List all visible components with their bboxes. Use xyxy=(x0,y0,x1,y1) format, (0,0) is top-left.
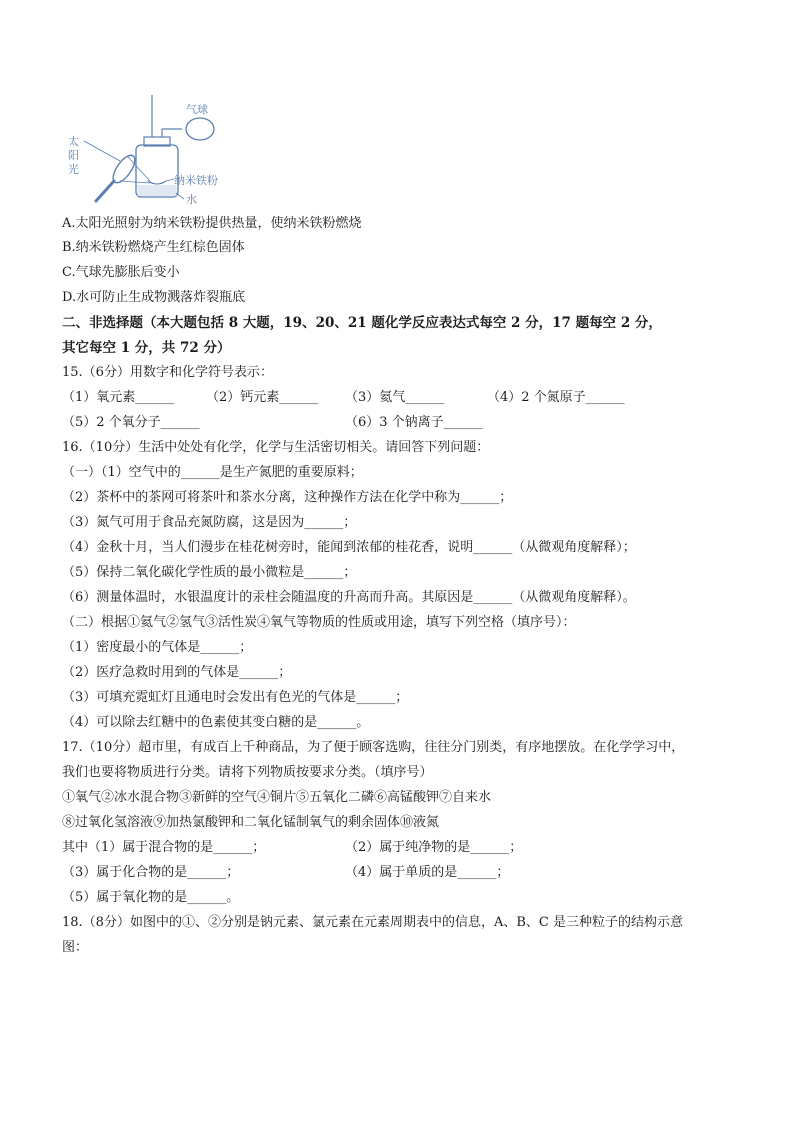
q18-stem-line2: 图： xyxy=(62,940,89,955)
q16-line11: （4）可以除去红糖中的色素使其变白糖的是______。 xyxy=(62,715,370,730)
q16-line4: （4）金秋十月，当人们漫步在桂花树旁时，能闻到浓郁的桂花香，说明______（从微观角度解释）； xyxy=(62,540,636,555)
q15-stem: 15.（6分）用数字和化学符号表示： xyxy=(62,365,273,380)
q16-line8: （1）密度最小的气体是______； xyxy=(62,640,253,655)
q16-line6: （6）测量体温时，水银温度计的汞柱会随温度的升高而升高。其原因是______（从微观角度解释）。 xyxy=(62,590,636,605)
q15-part5: （5）2 个氧分子______ xyxy=(62,415,200,430)
option-a: A.太阳光照射为纳米铁粉提供热量，使纳米铁粉燃烧 xyxy=(62,216,362,231)
q16-line7: （二）根据①氦气②氢气③活性炭④氧气等物质的性质或用途，填写下列空格（填序号）： xyxy=(62,615,576,630)
q15-part2: （2）钙元素______ xyxy=(206,390,319,405)
q17-part1: 其中（1）属于混合物的是______； xyxy=(62,840,266,855)
balloon-label: 气球 xyxy=(186,103,208,116)
experiment-figure xyxy=(62,95,232,210)
q17-substance-list1: ①氧气②冰水混合物③新鲜的空气④铜片⑤五氧化二磷⑥高锰酸钾⑦自来水 xyxy=(62,790,492,805)
water-label: 水 xyxy=(186,193,197,206)
q16-line2: （2）茶杯中的茶网可将茶叶和茶水分离，这种操作方法在化学中称为______； xyxy=(62,490,513,505)
q16-stem: 16.（10分）生活中处处有化学，化学与生活密切相关。请回答下列问题： xyxy=(62,440,490,455)
q15-part1: （1）氧元素______ xyxy=(62,390,175,405)
q15-part4: （4）2 个氮原子______ xyxy=(487,390,625,405)
q15-part3: （3）氦气______ xyxy=(345,390,445,405)
q16-line10: （3）可填充霓虹灯且通电时会发出有色光的气体是______； xyxy=(62,690,409,705)
water-icon xyxy=(138,185,177,196)
q17-part2: （2）属于纯净物的是______； xyxy=(345,840,523,855)
iron-powder-dish-icon xyxy=(148,181,166,184)
q17-stem-line1: 17.（10分）超市里，有成百上千种商品，为了便于顾客选购，往往分门别类，有序地摆放。在化学学习中， xyxy=(62,740,685,755)
sun-label-1: 太 xyxy=(68,135,79,148)
magnifier-handle-icon xyxy=(96,181,114,201)
balloon-icon xyxy=(186,118,214,140)
q15-part6: （6）3 个钠离子______ xyxy=(345,415,483,430)
option-b: B.纳米铁粉燃烧产生红棕色固体 xyxy=(62,240,245,255)
q17-substance-list2: ⑧过氧化氢溶液⑨加热氯酸钾和二氧化锰制氧气的剩余固体⑩液氮 xyxy=(62,815,440,830)
q16-line1: （一）（1）空气中的______是生产氮肥的重要原料； xyxy=(62,465,363,480)
q16-line3: （3）氮气可用于食品充氮防腐，这是因为______； xyxy=(62,515,357,530)
q18-stem-line1: 18.（8分）如图中的①、②分别是钠元素、氯元素在元素周期表中的信息，A、B、C 是三种粒子的结构示意 xyxy=(62,915,683,930)
option-c: C.气球先膨胀后变小 xyxy=(62,265,180,280)
sunlight-ray-icon xyxy=(84,141,120,161)
q17-part3: （3）属于化合物的是______； xyxy=(62,865,240,880)
sun-label-2: 阳 xyxy=(68,149,79,162)
sun-label-3: 光 xyxy=(68,163,79,176)
section2-heading-line2: 其它每空 1 分，共 72 分） xyxy=(62,340,231,356)
q16-line5: （5）保持二氧化碳化学性质的最小微粒是______； xyxy=(62,565,357,580)
section2-heading-line1: 二、非选择题（本大题包括 8 大题，19、20、21 题化学反应表达式每空 2 分，17 题每空 2 分， xyxy=(62,315,662,331)
iron-powder-label: 纳米铁粉 xyxy=(174,174,218,187)
q17-part4: （4）属于单质的是______； xyxy=(345,865,510,880)
q16-line9: （2）医疗急救时用到的气体是______； xyxy=(62,665,292,680)
q17-part5: （5）属于氧化物的是______。 xyxy=(62,890,240,905)
option-d: D.水可防止生成物溅落炸裂瓶底 xyxy=(62,290,246,305)
q17-stem-line2: 我们也要将物质进行分类。请将下列物质按要求分类。（填序号） xyxy=(62,765,433,780)
